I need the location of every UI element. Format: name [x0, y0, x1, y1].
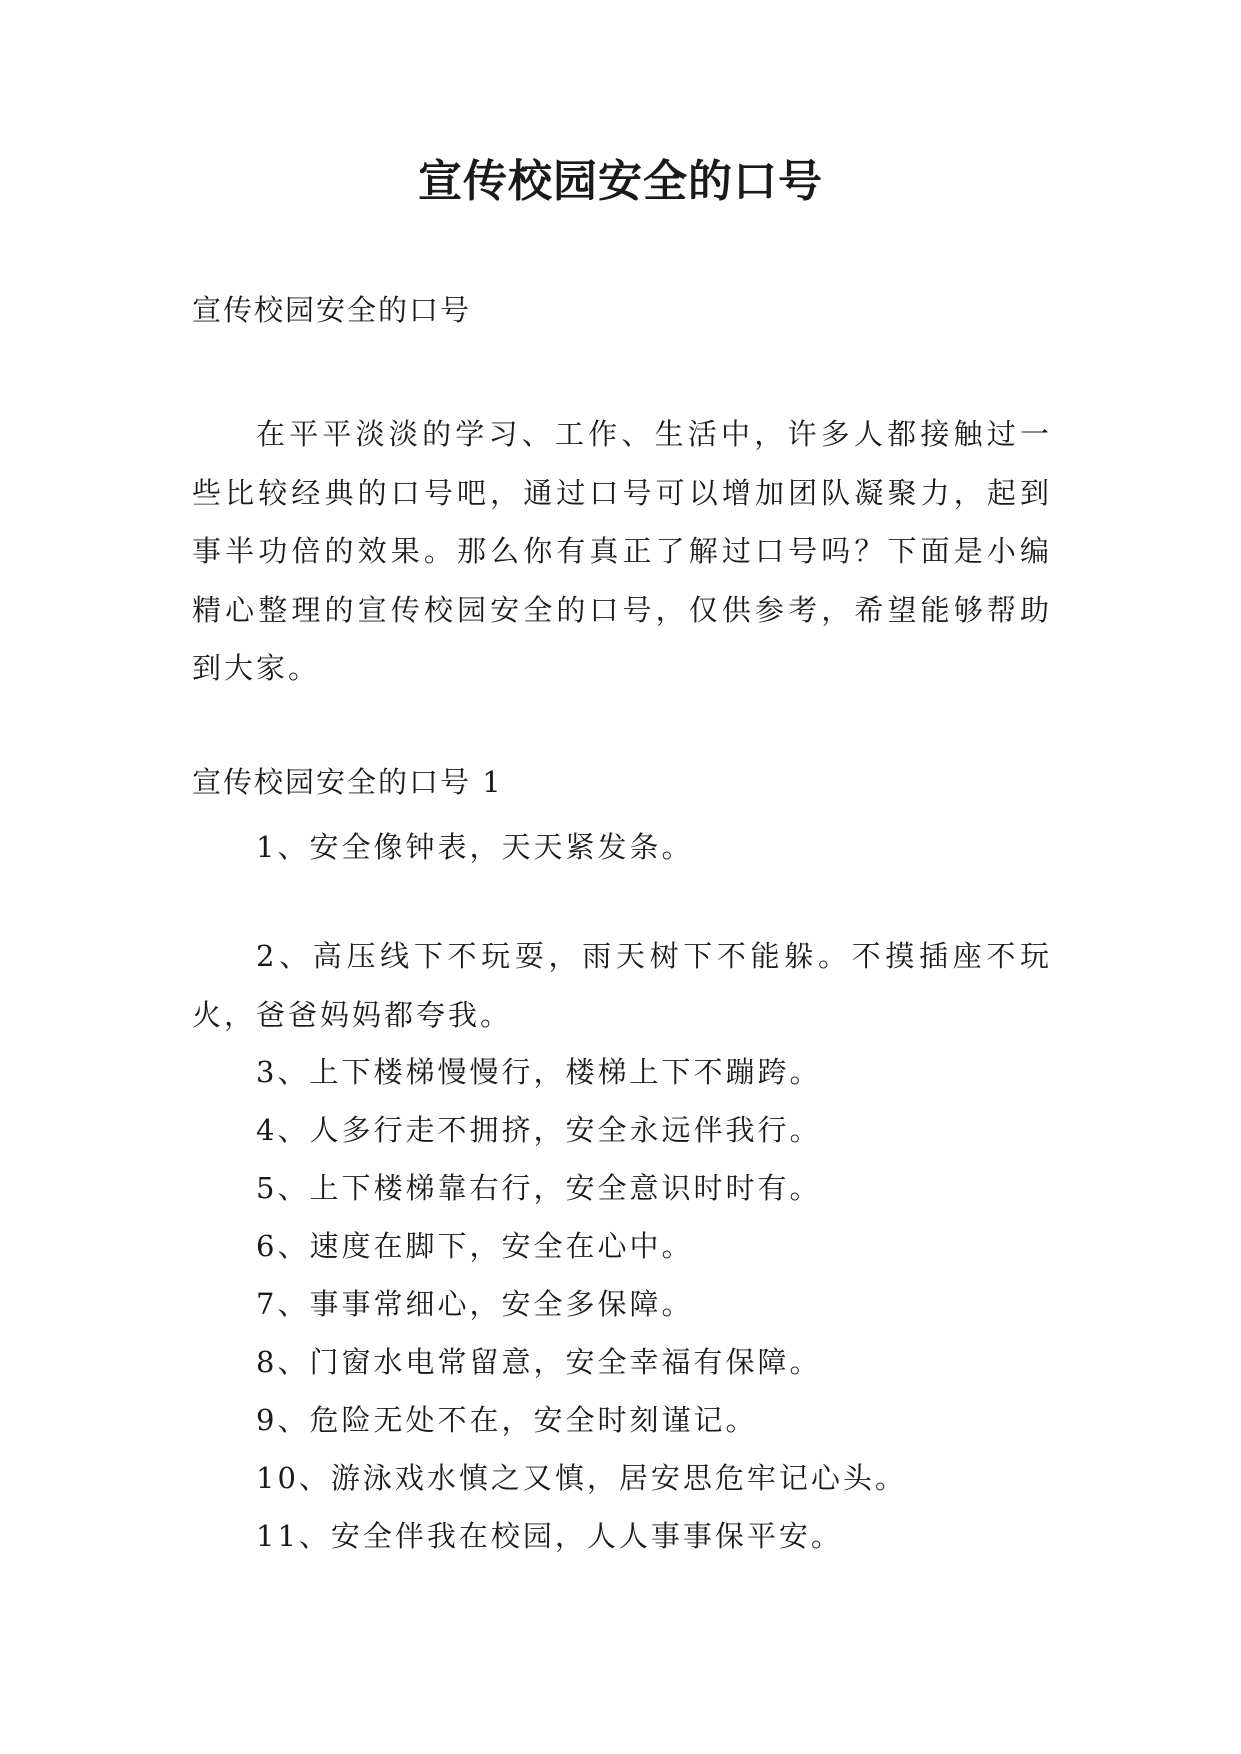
slogan-item-1: 1、安全像钟表，天天紧发条。: [256, 830, 694, 864]
slogan-item-2: 2、高压线下不玩耍，雨天树下不能躲。不摸插座不玩火，爸爸妈妈都夸我。: [192, 939, 1052, 1032]
slogan-item-4: 4、人多行走不拥挤，安全永远伴我行。: [256, 1113, 822, 1147]
slogan-item-8: 8、门窗水电常留意，安全幸福有保障。: [256, 1345, 822, 1379]
slogan-item-6: 6、速度在脚下，安全在心中。: [256, 1229, 694, 1263]
slogan-item-11: 11、安全伴我在校园，人人事事保平安。: [256, 1519, 843, 1553]
document-subtitle: 宣传校园安全的口号: [192, 293, 472, 327]
slogan-item-3: 3、上下楼梯慢慢行，楼梯上下不蹦跨。: [256, 1055, 822, 1089]
document-title: 宣传校园安全的口号: [418, 156, 823, 207]
slogan-item-9: 9、危险无处不在，安全时刻谨记。: [256, 1403, 758, 1437]
slogan-item-5: 5、上下楼梯靠右行，安全意识时时有。: [256, 1171, 822, 1205]
intro-paragraph: 在平平淡淡的学习、工作、生活中，许多人都接触过一些比较经典的口号吧，通过口号可以增加团队凝聚力，起到事半功倍的效果。那么你有真正了解过口号吗？下面是小编精心整理的宣传校园安全的口号，仅供参考，希望能够帮助到大家。: [192, 417, 1052, 685]
section-heading: 宣传校园安全的口号 1: [192, 765, 503, 799]
slogan-item-10: 10、游泳戏水慎之又慎，居安思危牢记心头。: [256, 1461, 907, 1495]
slogan-item-7: 7、事事常细心，安全多保障。: [256, 1287, 694, 1321]
